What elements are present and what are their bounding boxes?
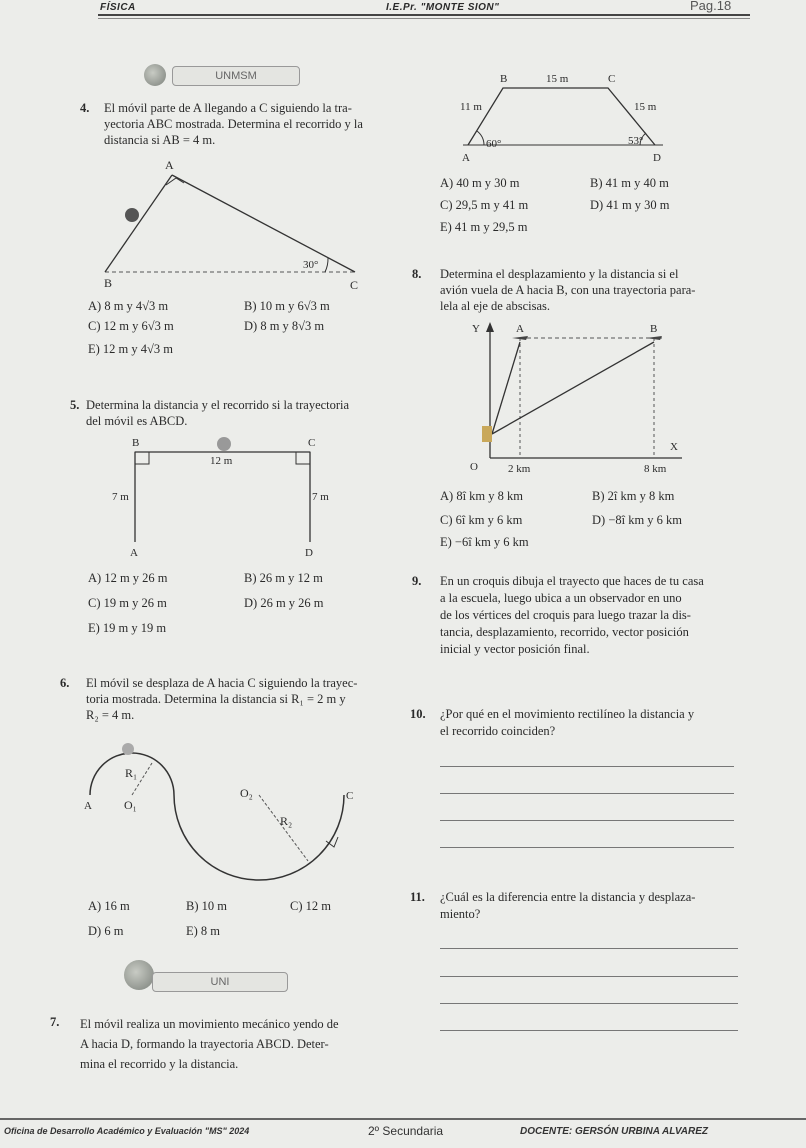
- q4-label-c: C: [350, 278, 359, 292]
- trap-option-a[interactable]: A) 40 m y 30 m: [440, 176, 520, 190]
- q4-triangle-figure: [100, 155, 370, 295]
- q5-option-c[interactable]: C) 19 m y 26 m: [88, 596, 167, 610]
- q5-line: del móvil es ABCD.: [86, 414, 188, 428]
- header-rule-thin: [98, 18, 750, 19]
- q6-num: 6.: [60, 676, 70, 690]
- q9-text: [440, 573, 750, 658]
- q8-y-arrow: [486, 322, 494, 332]
- trap-label-top: 15 m: [546, 73, 569, 85]
- q4-option-c[interactable]: C) 12 m y 6√3 m: [88, 319, 174, 333]
- q4-angle-arc: [325, 258, 328, 272]
- q9-line: tancia, desplazamiento, recorrido, vector posición: [440, 625, 689, 639]
- q8-observer-icon: [482, 426, 492, 442]
- q5-label-a: A: [130, 547, 138, 559]
- q5-text: [86, 397, 406, 429]
- q4-line: distancia si AB = 4 m.: [104, 133, 216, 147]
- uni-logo: [124, 960, 154, 990]
- q7-number: [50, 1014, 59, 1030]
- q5-ball-icon: [217, 437, 231, 451]
- q5-line: Determina la distancia y el recorrido si la trayectoria: [86, 398, 350, 412]
- trap-label-angle-a: 60°: [486, 138, 502, 150]
- q10-answer-line[interactable]: [440, 793, 734, 794]
- q5-option-b[interactable]: B) 26 m y 12 m: [244, 571, 323, 585]
- q11-answer-line[interactable]: [440, 948, 738, 949]
- q4-text: [104, 100, 404, 148]
- q9-line: de los vértices del croquis para luego trazar la dis-: [440, 608, 691, 622]
- q9-line: En un croquis dibuja el trayecto que haces de tu casa: [440, 574, 704, 588]
- q8-label-a: A: [516, 323, 524, 335]
- q4-option-e[interactable]: E) 12 m y 4√3 m: [88, 342, 173, 356]
- q4-option-d[interactable]: D) 8 m y 8√3 m: [244, 319, 325, 333]
- q6-label-r2: R₂: [280, 814, 293, 828]
- trap-option-c[interactable]: C) 29,5 m y 41 m: [440, 198, 529, 212]
- q4-ball-icon: [125, 208, 139, 222]
- q6-radius-r2: [259, 795, 308, 861]
- q8-option-d[interactable]: D) −8î km y 6 km: [592, 513, 683, 527]
- q6-option-c[interactable]: C) 12 m: [290, 899, 331, 913]
- q8-line: Determina el desplazamiento y la distancia si el: [440, 267, 679, 281]
- header-school: I.E.Pr. "MONTE SION": [386, 2, 500, 13]
- q4-line: El móvil parte de A llegando a C siguiendo la tra-: [104, 101, 352, 115]
- q6-number: [60, 675, 69, 691]
- q4-line: yectoria ABC mostrada. Determina el recorrido y la: [104, 117, 363, 131]
- q6-line: El móvil se desplaza de A hacia C siguiendo la trayec-: [86, 676, 358, 690]
- q4-number: [80, 100, 89, 116]
- q4-label-b: B: [104, 276, 113, 290]
- q5-option-d[interactable]: D) 26 m y 26 m: [244, 596, 324, 610]
- q5-right-angle-c: [296, 452, 310, 464]
- trapezoid-angle-a-arc: [477, 131, 484, 145]
- q5-label-d: D: [305, 547, 313, 559]
- q6-option-a[interactable]: A) 16 m: [88, 899, 130, 913]
- footer-grade: 2º Secundaria: [368, 1124, 444, 1138]
- q6-label-c: C: [346, 790, 354, 802]
- q7-line: El móvil realiza un movimiento mecánico yendo de: [80, 1017, 339, 1031]
- q11-line: miento?: [440, 907, 481, 921]
- q4-option-b[interactable]: B) 10 m y 6√3 m: [244, 299, 330, 313]
- q4-angle-label: 30°: [303, 259, 319, 271]
- trap-option-e[interactable]: E) 41 m y 29,5 m: [440, 220, 528, 234]
- q5-label-right: 7 m: [312, 491, 329, 503]
- q8-option-a[interactable]: A) 8î km y 8 km: [440, 489, 523, 503]
- q8-label-y: Y: [472, 323, 480, 335]
- unmsm-logo: [144, 64, 166, 86]
- q5-path-figure: [100, 432, 360, 562]
- q8-num: 8.: [412, 267, 422, 281]
- footer-office: Oficina de Desarrollo Académico y Evaluación "MS" 2024: [4, 1126, 250, 1136]
- q10-text: [440, 706, 750, 740]
- q9-line: a la escuela, luego ubica a un observador en uno: [440, 591, 682, 605]
- q11-answer-line[interactable]: [440, 1030, 738, 1031]
- q8-tick-8km: 8 km: [644, 463, 667, 475]
- q8-line: lela al eje de abscisas.: [440, 299, 551, 313]
- trapezoid-path: [468, 88, 655, 145]
- q4-segment-ac: [172, 175, 355, 272]
- trap-option-d[interactable]: D) 41 m y 30 m: [590, 198, 670, 212]
- q6-ball-icon: [122, 743, 134, 755]
- q5-label-top: 12 m: [210, 455, 233, 467]
- q7-num: 7.: [50, 1015, 60, 1029]
- q8-option-b[interactable]: B) 2î km y 8 km: [592, 489, 675, 503]
- trap-label-left: 11 m: [460, 101, 482, 113]
- footer-rule: [0, 1118, 806, 1120]
- q5-label-left: 7 m: [112, 491, 129, 503]
- q10-line: ¿Por qué en el movimiento rectilíneo la distancia y: [440, 707, 695, 721]
- q10-num: 10.: [410, 707, 426, 721]
- trap-label-b: B: [500, 73, 508, 85]
- q7-text: [80, 1014, 400, 1074]
- q6-label-a: A: [84, 800, 92, 812]
- trap-label-a: A: [462, 152, 470, 163]
- q6-option-d[interactable]: D) 6 m: [88, 924, 124, 938]
- q4-segment-ab: [105, 175, 172, 272]
- trap-label-c: C: [608, 73, 616, 85]
- q5-option-e[interactable]: E) 19 m y 19 m: [88, 621, 167, 635]
- q10-answer-line[interactable]: [440, 820, 734, 821]
- q10-answer-line[interactable]: [440, 766, 734, 767]
- q6-label-o2: O₂: [240, 786, 253, 800]
- q8-label-o: O: [470, 461, 478, 473]
- q5-num: 5.: [70, 398, 80, 412]
- q8-option-e[interactable]: E) −6î km y 6 km: [440, 535, 529, 549]
- trapezoid-figure: [458, 68, 688, 163]
- q8-plane-figure: [462, 318, 692, 478]
- q11-answer-line[interactable]: [440, 976, 738, 977]
- q8-text: [440, 266, 740, 314]
- q5-label-c: C: [308, 437, 316, 449]
- q11-number: [410, 889, 425, 905]
- q6-line: R₂ = 4 m.: [86, 708, 135, 722]
- q8-line: avión vuela de A hacia B, con una trayectoria para-: [440, 283, 696, 297]
- q6-text: [86, 675, 406, 723]
- q6-label-o1: O₁: [124, 798, 137, 812]
- q5-option-a[interactable]: A) 12 m y 26 m: [88, 571, 168, 585]
- q8-option-c[interactable]: C) 6î km y 6 km: [440, 513, 523, 527]
- q8-label-x: X: [670, 441, 678, 453]
- trap-option-b[interactable]: B) 41 m y 40 m: [590, 176, 669, 190]
- q11-num: 11.: [410, 890, 425, 904]
- q6-option-b[interactable]: B) 10 m: [186, 899, 227, 913]
- q6-label-r1: R₁: [125, 766, 138, 780]
- trap-label-right: 15 m: [634, 101, 657, 113]
- q5-number: [70, 397, 79, 413]
- header-subject: FÍSICA: [100, 2, 136, 13]
- q8-number: [412, 266, 421, 282]
- q11-answer-line[interactable]: [440, 1003, 738, 1004]
- q11-text: [440, 889, 750, 923]
- q5-right-angle-b: [135, 452, 149, 464]
- q7-line: A hacia D, formando la trayectoria ABCD. Deter-: [80, 1037, 329, 1051]
- q11-line: ¿Cuál es la diferencia entre la distancia y desplaza-: [440, 890, 696, 904]
- uni-badge: UNI: [152, 972, 288, 992]
- q4-label-a: A: [165, 158, 174, 172]
- q9-num: 9.: [412, 574, 422, 588]
- q6-line: toria mostrada. Determina la distancia si R₁ = 2 m y: [86, 692, 346, 706]
- header-page-number: Pag.18: [690, 0, 732, 13]
- q10-number: [410, 706, 426, 722]
- trap-label-angle-d: 53°: [628, 135, 644, 147]
- q6-option-e[interactable]: E) 8 m: [186, 924, 221, 938]
- q7-line: mina el recorrido y la distancia.: [80, 1057, 239, 1071]
- q8-label-b: B: [650, 323, 658, 335]
- q8-tick-2km: 2 km: [508, 463, 531, 475]
- unmsm-badge: UNMSM: [172, 66, 300, 86]
- header-rule: [98, 14, 750, 16]
- trap-label-d: D: [653, 152, 661, 163]
- q9-number: [412, 573, 421, 589]
- footer-teacher: DOCENTE: GERSÓN URBINA ALVAREZ: [520, 1126, 708, 1137]
- q4-option-a[interactable]: A) 8 m y 4√3 m: [88, 299, 169, 313]
- q5-label-b: B: [132, 437, 140, 449]
- q9-line: inicial y vector posición final.: [440, 642, 590, 656]
- q10-answer-line[interactable]: [440, 847, 734, 848]
- q10-line: el recorrido coinciden?: [440, 724, 556, 738]
- q6-arc-figure: [80, 735, 380, 890]
- q4-num: 4.: [80, 101, 90, 115]
